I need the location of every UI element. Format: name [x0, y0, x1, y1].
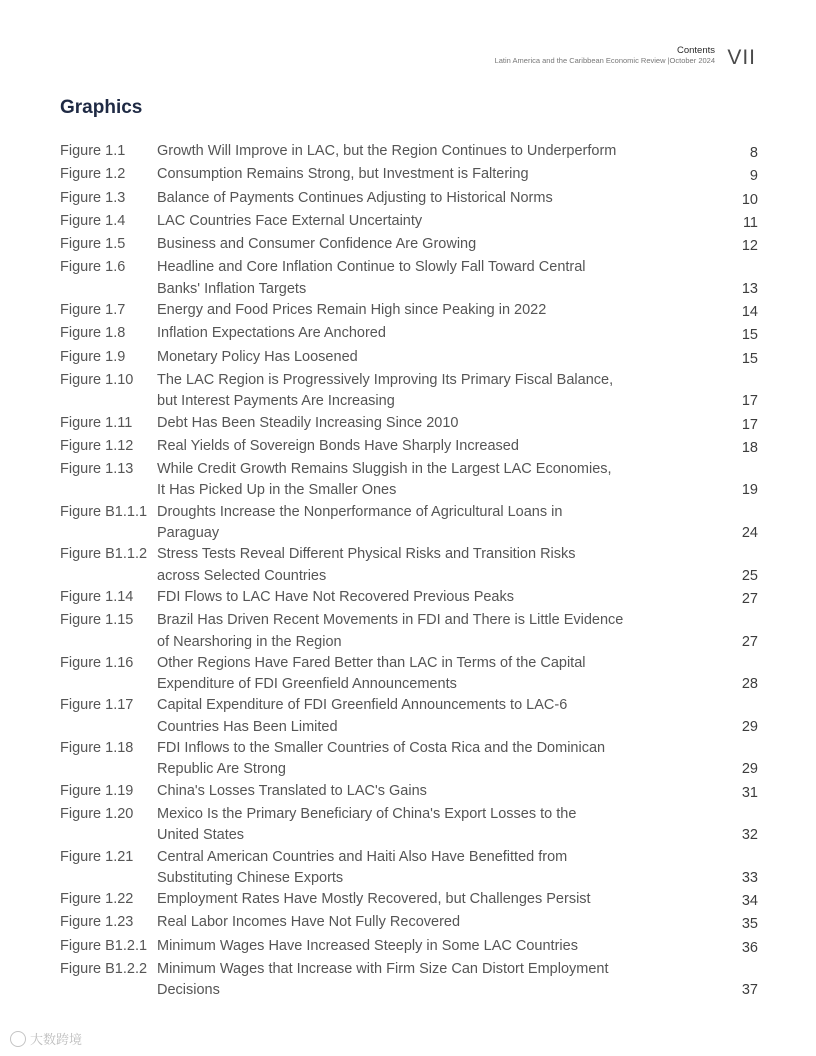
list-item[interactable]	[60, 300, 758, 323]
figure-title-line: Business and Consumer Confidence Are Growing	[157, 236, 477, 253]
list-item[interactable]	[60, 188, 758, 211]
figure-title	[157, 370, 625, 413]
figure-title	[157, 141, 625, 164]
figure-title-line: Mexico Is the Primary Beneficiary of China's Export Losses to the	[157, 805, 577, 822]
figure-title-line: Droughts Increase the Nonperformance of Agricultural Loans in	[157, 503, 563, 520]
figure-title-line: Brazil Has Driven Recent Movements in FDI and There is Little Evidence	[157, 612, 624, 629]
list-item[interactable]	[60, 959, 758, 1002]
figure-title	[157, 781, 625, 804]
figure-title-line: Other Regions Have Fared Better than LAC in Terms of the Capital	[157, 654, 586, 671]
figure-title-line: Minimum Wages that Increase with Firm Size Can Distort Employment	[157, 960, 609, 977]
list-item[interactable]	[60, 847, 758, 890]
graphics-list	[60, 141, 758, 1002]
running-header	[495, 46, 715, 66]
figure-title-line: Debt Has Been Steadily Increasing Since 2010	[157, 414, 459, 431]
list-item[interactable]	[60, 347, 758, 370]
page-reference: 33	[741, 869, 758, 886]
list-item[interactable]	[60, 587, 758, 610]
figure-title	[157, 912, 625, 935]
header-publication: Latin America and the Caribbean Economic Review |October 2024	[494, 55, 715, 65]
page-reference: 31	[741, 784, 758, 801]
page-reference: 25	[741, 567, 758, 584]
figure-label: Figure 1.12	[60, 437, 134, 454]
figure-title	[157, 323, 625, 346]
figure-title-line: Consumption Remains Strong, but Investment is Faltering	[157, 166, 529, 183]
page-reference: 36	[741, 939, 758, 956]
figure-title-line: Expenditure of FDI Greenfield Announcements	[157, 676, 457, 693]
list-item[interactable]	[60, 781, 758, 804]
figure-title-line: Paraguay	[157, 525, 220, 542]
list-item[interactable]	[60, 889, 758, 912]
figure-label: Figure 1.4	[60, 212, 126, 229]
figure-title	[157, 164, 625, 187]
watermark-logo-icon	[10, 1031, 26, 1047]
figure-label: Figure 1.18	[60, 740, 134, 757]
page-reference: 27	[741, 633, 758, 650]
figure-label: Figure 1.11	[60, 414, 133, 431]
figure-label: Figure 1.9	[60, 348, 126, 365]
figure-title	[157, 847, 625, 890]
figure-label: Figure 1.14	[60, 588, 134, 605]
figure-title-line: Monetary Policy Has Loosened	[157, 348, 358, 365]
figure-label: Figure 1.6	[60, 259, 126, 276]
figure-title-line: Energy and Food Prices Remain High since Peaking in 2022	[157, 302, 547, 319]
figure-title	[157, 653, 625, 696]
figure-title-line: Substituting Chinese Exports	[157, 869, 344, 886]
list-item[interactable]	[60, 257, 758, 300]
watermark-text: 大数跨境	[30, 1032, 83, 1047]
page-number: VII	[727, 46, 756, 69]
figure-title	[157, 347, 625, 370]
figure-title	[157, 257, 625, 300]
list-item[interactable]	[60, 436, 758, 459]
figure-title	[157, 889, 625, 912]
figure-label: Figure 1.8	[60, 325, 126, 342]
list-item[interactable]	[60, 912, 758, 935]
figure-label: Figure B1.2.1	[60, 937, 148, 954]
figure-title-line: but Interest Payments Are Increasing	[157, 393, 395, 410]
figure-title-line: LAC Countries Face External Uncertainty	[157, 212, 423, 229]
list-item[interactable]	[60, 695, 758, 738]
figure-title-line: of Nearshoring in the Region	[157, 633, 342, 650]
figure-title	[157, 587, 625, 610]
figure-title	[157, 695, 625, 738]
figure-title	[157, 234, 625, 257]
page-reference: 14	[741, 304, 758, 321]
list-item[interactable]	[60, 141, 758, 164]
list-item[interactable]	[60, 234, 758, 257]
figure-title-line: Growth Will Improve in LAC, but the Region Continues to Underperform	[157, 143, 617, 159]
figure-label: Figure B1.1.2	[60, 546, 148, 563]
figure-title-line: Countries Has Been Limited	[157, 718, 338, 735]
page-reference: 32	[741, 827, 758, 844]
figure-label: Figure B1.2.2	[60, 960, 148, 977]
figure-title-line: Banks' Inflation Targets	[157, 280, 307, 297]
figure-label: Figure 1.3	[60, 189, 126, 206]
figure-title-line: It Has Picked Up in the Smaller Ones	[157, 482, 397, 499]
figure-label: Figure 1.7	[60, 302, 126, 319]
page-reference: 29	[741, 761, 758, 778]
figure-title-line: FDI Flows to LAC Have Not Recovered Previous Peaks	[157, 588, 514, 605]
header-section-label: Contents	[676, 45, 715, 56]
list-item[interactable]	[60, 804, 758, 847]
page-reference: 8	[749, 145, 758, 161]
page-reference: 12	[741, 238, 758, 255]
page-reference: 24	[741, 525, 758, 542]
figure-label: Figure 1.1	[60, 143, 126, 159]
figure-title-line: While Credit Growth Remains Sluggish in the Largest LAC Economies,	[157, 461, 612, 478]
figure-label: Figure 1.15	[60, 612, 134, 629]
figure-title-line: Decisions	[157, 982, 220, 999]
figure-title-line: Real Yields of Sovereign Bonds Have Sharply Increased	[157, 437, 519, 454]
page-reference: 18	[741, 439, 758, 456]
figure-title	[157, 544, 625, 587]
figure-title-line: Employment Rates Have Mostly Recovered, but Challenges Persist	[157, 891, 591, 908]
figure-title	[157, 936, 625, 959]
figure-title-line: Inflation Expectations Are Anchored	[157, 325, 386, 342]
page-reference: 35	[741, 916, 758, 933]
figure-title	[157, 300, 625, 323]
page-reference: 11	[742, 214, 758, 231]
page-reference: 10	[741, 191, 758, 208]
figure-title-line: Balance of Payments Continues Adjusting to Historical Norms	[157, 189, 553, 206]
figure-label: Figure 1.19	[60, 782, 134, 799]
figure-label: Figure 1.16	[60, 654, 134, 671]
page-reference: 29	[741, 718, 758, 735]
list-item[interactable]	[60, 413, 758, 436]
figure-title	[157, 413, 625, 436]
list-item[interactable]	[60, 936, 758, 959]
figure-title	[157, 738, 625, 781]
figure-title-line: Stress Tests Reveal Different Physical Risks and Transition Risks	[157, 546, 576, 563]
figure-label: Figure 1.10	[60, 371, 134, 388]
figure-title	[157, 211, 625, 234]
figure-title-line: FDI Inflows to the Smaller Countries of Costa Rica and the Dominican	[157, 740, 606, 757]
page-reference: 13	[741, 280, 758, 297]
page-title: Graphics	[60, 97, 143, 118]
figure-title-line: Real Labor Incomes Have Not Fully Recovered	[157, 914, 461, 931]
list-item[interactable]	[60, 544, 758, 587]
list-item[interactable]	[60, 211, 758, 234]
watermark	[10, 1029, 82, 1048]
figure-title	[157, 436, 625, 459]
figure-title	[157, 610, 625, 653]
page-reference: 27	[741, 590, 758, 607]
figure-label: Figure 1.2	[60, 166, 126, 183]
figure-title-line: Headline and Core Inflation Continue to Slowly Fall Toward Central	[157, 259, 586, 276]
figure-title-line: United States	[157, 827, 245, 844]
figure-label: Figure 1.23	[60, 914, 134, 931]
page-reference: 9	[749, 168, 758, 185]
figure-title	[157, 459, 625, 502]
figure-label: Figure 1.21	[60, 848, 134, 865]
figure-title	[157, 804, 625, 847]
figure-title-line: Central American Countries and Haiti Also Have Benefitted from	[157, 848, 568, 865]
list-item[interactable]	[60, 370, 758, 413]
figure-title	[157, 959, 625, 1002]
list-item[interactable]	[60, 459, 758, 502]
page-reference: 15	[741, 350, 758, 367]
list-item[interactable]	[60, 164, 758, 187]
page-reference: 19	[741, 482, 758, 499]
figure-label: Figure 1.22	[60, 891, 134, 908]
figure-title-line: China's Losses Translated to LAC's Gains	[157, 782, 427, 799]
figure-label: Figure 1.13	[60, 461, 134, 478]
list-item[interactable]	[60, 738, 758, 781]
page-reference: 34	[741, 893, 758, 910]
figure-title-line: across Selected Countries	[157, 567, 327, 584]
figure-title-line: Republic Are Strong	[157, 761, 286, 778]
page-reference: 17	[741, 393, 758, 410]
list-item[interactable]	[60, 653, 758, 696]
figure-label: Figure 1.5	[60, 236, 126, 253]
figure-title-line: Capital Expenditure of FDI Greenfield Announcements to LAC-6	[157, 697, 568, 714]
figure-title-line: The LAC Region is Progressively Improving Its Primary Fiscal Balance,	[157, 371, 614, 388]
list-item[interactable]	[60, 323, 758, 346]
figure-label: Figure B1.1.1	[60, 503, 148, 520]
page-reference: 15	[741, 327, 758, 344]
page-reference: 28	[741, 676, 758, 693]
list-item[interactable]	[60, 502, 758, 545]
list-item[interactable]	[60, 610, 758, 653]
figure-title	[157, 188, 625, 211]
figure-title-line: Minimum Wages Have Increased Steeply in Some LAC Countries	[157, 937, 578, 954]
page-reference: 37	[741, 982, 758, 999]
page-reference: 17	[741, 416, 758, 433]
figure-label: Figure 1.20	[60, 805, 134, 822]
figure-title	[157, 502, 625, 545]
figure-label: Figure 1.17	[60, 697, 134, 714]
